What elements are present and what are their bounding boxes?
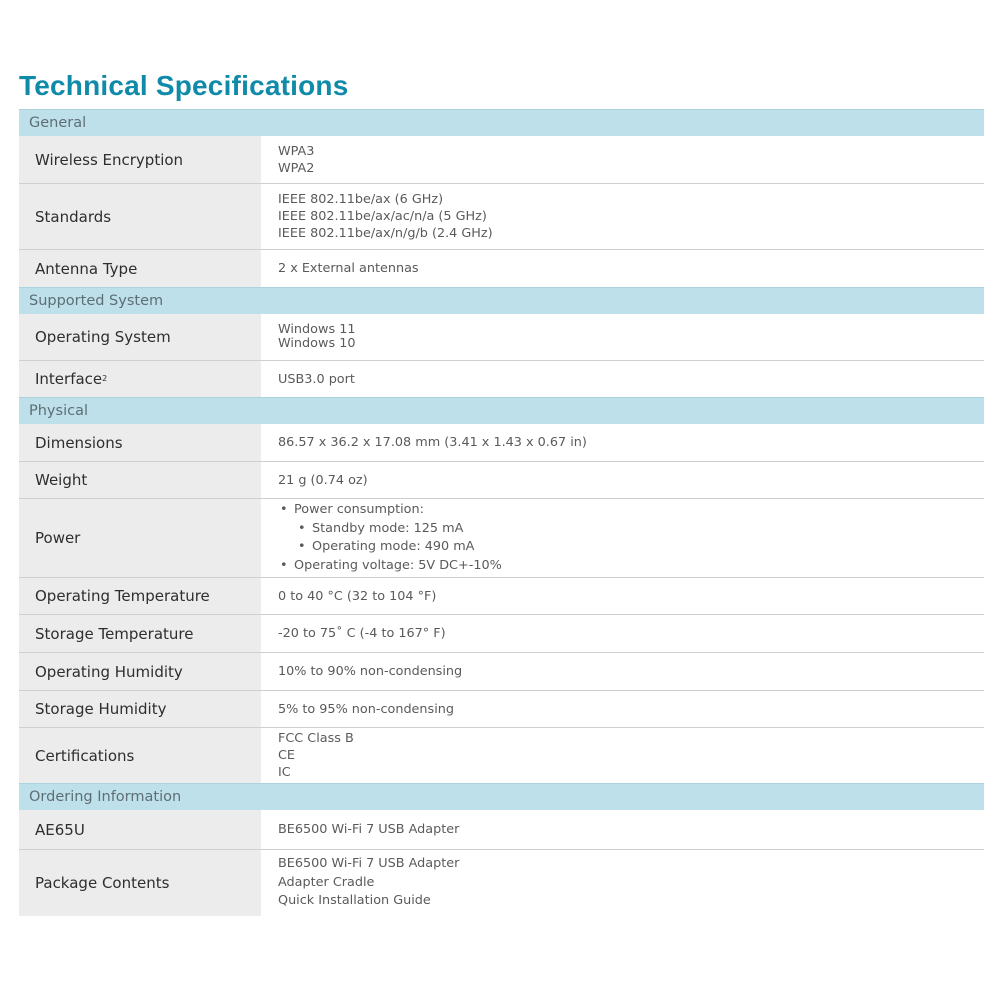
spec-label: Certifications [19,728,261,783]
spec-value-line: IC [278,765,291,780]
spec-value-line: Quick Installation Guide [278,893,431,909]
spec-row-antenna-type [19,249,984,287]
spec-value-line: IEEE 802.11be/ax/ac/n/a (5 GHz) [278,209,487,224]
spec-value [261,184,984,249]
spec-value-line: IEEE 802.11be/ax (6 GHz) [278,192,444,207]
spec-row-interface [19,360,984,397]
spec-label: Operating Temperature [19,578,261,614]
spec-value [261,691,984,727]
spec-value [261,424,984,461]
spec-value-line: Adapter Cradle [278,874,375,890]
spec-value [261,653,984,690]
spec-row-operating-humidity [19,652,984,690]
spec-row-operating-system [19,314,984,360]
spec-value-line: 10% to 90% non-condensing [278,664,463,679]
spec-label: Antenna Type [19,250,261,287]
bullet-icon: • [280,502,288,517]
spec-label: Storage Humidity [19,691,261,727]
spec-label: Power [19,499,261,577]
bullet-item: • Standby mode: 125 mA [278,520,984,539]
spec-value-line: WPA3 [278,143,315,159]
bullet-icon: • [298,520,306,536]
spec-label: Package Contents [19,850,261,916]
spec-value [261,850,984,916]
spec-row-model [19,810,984,849]
spec-value [261,810,984,849]
spec-label: Wireless Encryption [19,136,261,183]
spec-row-standards [19,183,984,249]
spec-value-line: 5% to 95% non-condensing [278,701,455,717]
spec-value [261,499,984,577]
spec-value-line: Windows 11 [278,322,356,337]
spec-label: Operating Humidity [19,653,261,690]
spec-value [261,136,984,183]
spec-value-line: BE6500 Wi-Fi 7 USB Adapter [278,856,460,872]
spec-label: Operating System [19,314,261,360]
spec-table [19,109,984,916]
spec-value [261,615,984,652]
section-header-physical: Physical [19,397,984,424]
spec-value [261,728,984,783]
spec-value-line: 2 x External antennas [278,261,419,276]
spec-label: AE65U [19,810,261,849]
bullet-icon: • [298,539,306,554]
spec-value [261,250,984,287]
spec-value-line: CE [278,748,296,763]
spec-value [261,361,984,397]
spec-value-line: WPA2 [278,160,315,176]
page-title: Technical Specifications [19,70,349,101]
spec-label: Weight [19,462,261,498]
spec-label: Standards [19,184,261,249]
spec-value-line: 21 g (0.74 oz) [278,472,368,488]
spec-value-line: IEEE 802.11be/ax/n/g/b (2.4 GHz) [278,226,493,241]
section-header-ordering-information: Ordering Information [19,783,984,810]
spec-value-line: -20 to 75˚ C (-4 to 167° F) [278,626,446,641]
section-header-general: General [19,109,984,136]
spec-value [261,462,984,498]
spec-row-dimensions [19,424,984,461]
bullet-item: • Operating mode: 490 mA [278,538,984,557]
spec-label-text: Interface [35,370,103,388]
spec-row-storage-temperature [19,614,984,652]
spec-value-line: FCC Class B [278,731,354,746]
spec-row-storage-humidity [19,690,984,727]
spec-value-line: 0 to 40 °C (32 to 104 °F) [278,588,437,604]
spec-value [261,578,984,614]
spec-row-power [19,498,984,577]
section-header-supported-system: Supported System [19,287,984,314]
bullet-item: • Power consumption: [278,501,984,520]
spec-label: Storage Temperature [19,615,261,652]
spec-label: Interface 2 [19,361,261,397]
spec-row-package-contents [19,849,984,916]
spec-value [261,314,984,360]
spec-row-weight [19,461,984,498]
spec-value-line: Windows 10 [278,336,356,351]
bullet-icon: • [280,557,288,573]
spec-value-line: 86.57 x 36.2 x 17.08 mm (3.41 x 1.43 x 0.67 in) [278,435,587,450]
spec-row-operating-temperature [19,577,984,614]
spec-value-line: USB3.0 port [278,371,355,387]
spec-value-line: BE6500 Wi-Fi 7 USB Adapter [278,822,460,837]
bullet-item: • Operating voltage: 5V DC+-10% [278,557,984,576]
spec-row-certifications [19,727,984,783]
spec-row-wireless-encryption [19,136,984,183]
spec-label: Dimensions [19,424,261,461]
